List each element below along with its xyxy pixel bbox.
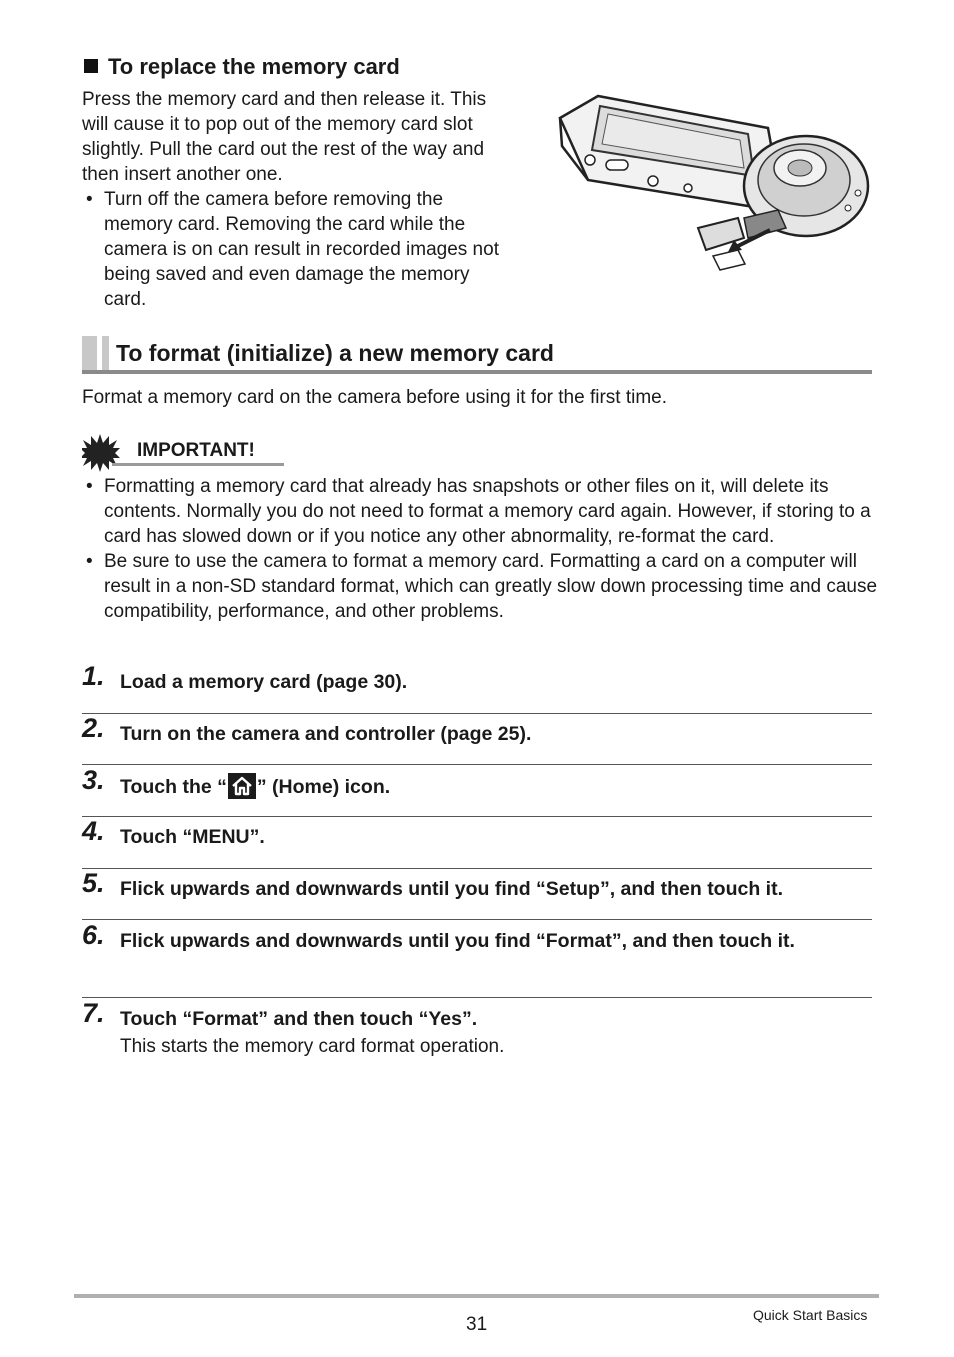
header-rule <box>82 370 872 374</box>
step-text: Touch “MENU”. <box>120 826 265 848</box>
header-bar-decoration <box>102 336 109 372</box>
replace-card-heading: To replace the memory card <box>84 54 400 80</box>
step-number: 4. <box>82 816 105 846</box>
step-text: Load a memory card (page 30). <box>120 671 408 693</box>
step-text: Touch the “ ” (Home) icon. <box>120 773 880 800</box>
home-icon <box>228 773 256 799</box>
step-divider <box>82 997 872 998</box>
header-bar-decoration <box>82 336 97 372</box>
replace-card-paragraph: Press the memory card and then release it. This will cause it to pop out of the memory card slot slightly. Pull the card out the rest of the way and then insert another one. <box>82 89 487 185</box>
step-text: Touch “Format” and then touch “Yes”. <box>120 1008 478 1030</box>
step-divider <box>82 816 872 817</box>
step-number: 3. <box>82 765 105 795</box>
important-list <box>82 474 882 624</box>
step-number: 1. <box>82 661 105 691</box>
camera-card-removal-illustration <box>548 88 874 278</box>
step-text: Flick upwards and downwards until you find “Format”, and then touch it. <box>120 930 795 952</box>
important-label: IMPORTANT! <box>137 440 255 461</box>
page-number: 31 <box>466 1314 488 1335</box>
replace-card-bullets <box>82 187 502 312</box>
square-bullet-icon <box>84 59 98 73</box>
replace-card-body <box>82 87 502 312</box>
footer-section-title: Quick Start Basics <box>753 1307 868 1323</box>
step-divider <box>82 713 872 714</box>
step-number: 5. <box>82 868 105 898</box>
step-divider <box>82 764 872 765</box>
step-text: Flick upwards and downwards until you find “Setup”, and then touch it. <box>120 878 784 900</box>
step-divider <box>82 868 872 869</box>
step-subtext: This starts the memory card format operation. <box>120 1036 505 1057</box>
step-text: Turn on the camera and controller (page 25). <box>120 723 532 745</box>
step-number: 2. <box>82 713 105 743</box>
step-number: 7. <box>82 998 105 1028</box>
list-item: • Turn off the camera before removing the memory card. Removing the card while the camera is on can result in recorded images not being saved and even damage the memory card. <box>86 189 499 310</box>
important-callout <box>82 434 292 470</box>
footer-rule <box>74 1294 879 1298</box>
step-divider <box>82 919 872 920</box>
list-item: • Be sure to use the camera to format a memory card. Formatting a card on a computer will result in a non-SD standard format, which can greatly slow down processing time and cause compatibility, performance, and other problems. <box>86 551 878 622</box>
format-card-intro: Format a memory card on the camera before using it for the first time. <box>82 387 668 408</box>
list-item: • Formatting a memory card that already has snapshots or other files on it, will delete its contents. Normally you do not need to format a memory card again. However, if storing to a card has slowed down or if you notice any other abnormality, re-format the card. <box>86 476 871 547</box>
format-card-header <box>82 336 872 376</box>
important-underline <box>112 463 284 466</box>
starburst-warning-icon <box>82 434 122 474</box>
format-card-heading: To format (initialize) a new memory card <box>116 340 554 366</box>
step-number: 6. <box>82 920 105 950</box>
